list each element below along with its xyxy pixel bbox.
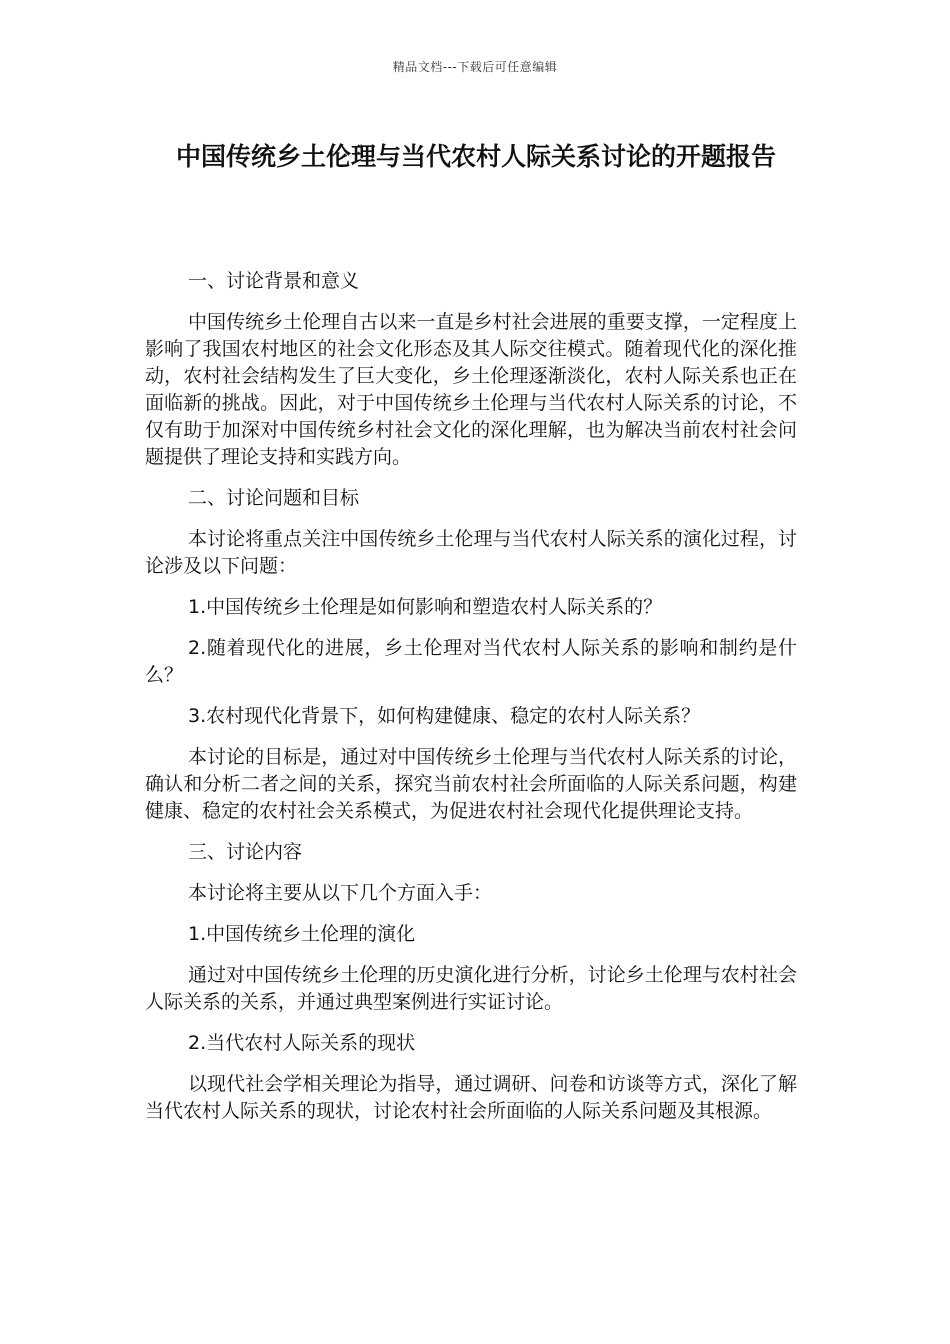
section-heading-background: 一、讨论背景和意义 — [188, 270, 360, 292]
section-heading-content: 三、讨论内容 — [188, 841, 303, 863]
paragraph-background: 中国传统乡土伦理自古以来一直是乡村社会进展的重要支撑，一定程度上影响了我国农村地区的社会文化形态及其人际交往模式。随着现代化的深化推动，农村社会结构发生了巨大变化，乡土伦理逐渐淡化，农村人际关系也正在面临新的挑战。因此，对于中国传统乡土伦理与当代农村人际关系的讨论，不仅有助于加深对中国传统乡村社会文化的深化理解，也为解决当前农村社会问题提供了理论支持和实践方向。 — [145, 311, 797, 468]
content-item-2-text: 以现代社会学相关理论为指导，通过调研、问卷和访谈等方式，深化了解当代农村人际关系的现状，讨论农村社会所面临的人际关系问题及其根源。 — [145, 1073, 797, 1122]
content-item-1-heading: 1.中国传统乡土伦理的演化 — [188, 923, 416, 945]
paragraph-content-intro: 本讨论将主要从以下几个方面入手： — [188, 882, 493, 904]
header-note: 精品文档---下载后可任意编辑 — [392, 60, 558, 74]
document-body — [145, 268, 797, 1139]
question-item-2: 2.随着现代化的进展，乡土伦理对当代农村人际关系的影响和制约是什么？ — [145, 637, 797, 686]
document-title: 中国传统乡土伦理与当代农村人际关系讨论的开题报告 — [175, 142, 776, 171]
paragraph-questions-intro: 本讨论将重点关注中国传统乡土伦理与当代农村人际关系的演化过程，讨论涉及以下问题： — [145, 528, 797, 577]
section-heading-questions: 二、讨论问题和目标 — [188, 487, 360, 509]
paragraph-goals: 本讨论的目标是，通过对中国传统乡土伦理与当代农村人际关系的讨论，确认和分析二者之间的关系，探究当前农村社会所面临的人际关系问题，构建健康、稳定的农村社会关系模式，为促进农村社会现代化提供理论支持。 — [145, 746, 797, 822]
content-item-2-heading: 2.当代农村人际关系的现状 — [188, 1032, 416, 1054]
question-item-3: 3.农村现代化背景下，如何构建健康、稳定的农村人际关系？ — [188, 705, 701, 727]
question-item-1: 1.中国传统乡土伦理是如何影响和塑造农村人际关系的？ — [188, 596, 663, 618]
content-item-1-text: 通过对中国传统乡土伦理的历史演化进行分析，讨论乡土伦理与农村社会人际关系的关系，并通过典型案例进行实证讨论。 — [145, 964, 797, 1013]
